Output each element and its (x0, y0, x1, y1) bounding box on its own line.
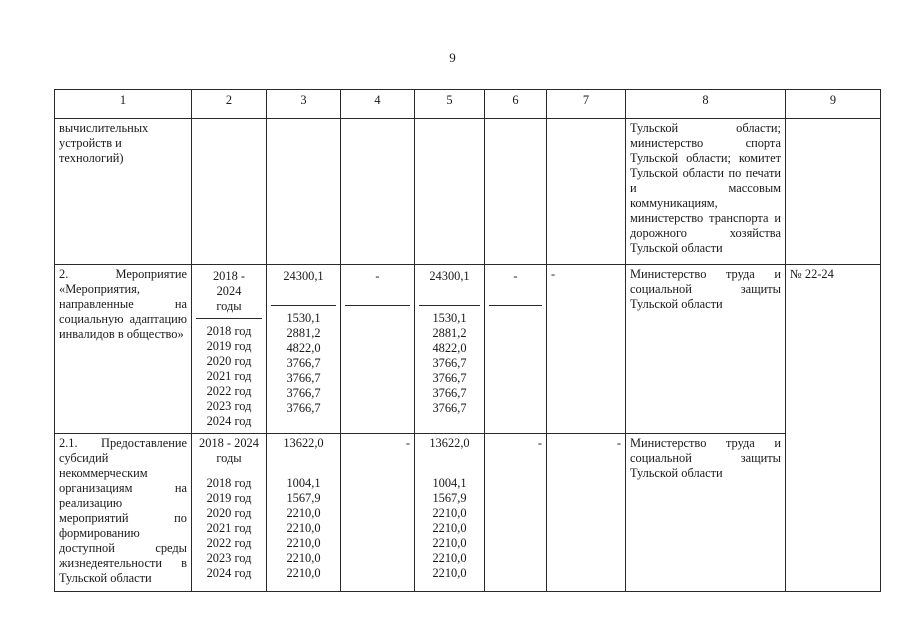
header-cell: 5 (415, 90, 485, 119)
measure-2-col4: - (375, 269, 380, 283)
header-cell: 8 (626, 90, 786, 119)
measure-2-total-cell (267, 265, 341, 434)
measure-2-1-col6: - (537, 436, 542, 450)
row-cont-executor: Тульской области; министерство спорта Тульской области; комитет Тульской области по печати и массовым коммуникациям, министерство транспорта и дорожного хозяйства Тульской области (626, 119, 786, 265)
measure-2-period: 2018 - 2024 годы (212, 269, 245, 313)
measure-2-col5: 24300,1 (429, 269, 470, 283)
measure-2-1-values-5: 1004,1 1567,9 2210,0 2210,0 2210,0 2210,0 2210,0 (432, 476, 467, 580)
header-cell: 7 (547, 90, 626, 119)
empty-cell (786, 119, 881, 265)
empty-cell (341, 119, 415, 265)
empty-cell (267, 119, 341, 265)
program-table (54, 89, 881, 592)
header-cell: 1 (55, 90, 192, 119)
measure-2-col6: - (513, 269, 518, 283)
empty-cell (415, 119, 485, 265)
measure-2-1-col6-cell (485, 434, 547, 592)
measure-2-values-3: 1530,1 2881,2 4822,0 3766,7 3766,7 3766,7 3766,7 (286, 311, 321, 415)
empty-cell (485, 119, 547, 265)
measure-2-col9: № 22-24 (786, 265, 881, 592)
measure-2-1-total: 13622,0 (283, 436, 324, 450)
measure-2-1-col4: - (405, 436, 410, 450)
measure-2-period-cell (192, 265, 267, 434)
measure-2-1-period-cell (192, 434, 267, 592)
header-cell: 4 (341, 90, 415, 119)
measure-2-1-values-3: 1004,1 1567,9 2210,0 2210,0 2210,0 2210,0 2210,0 (286, 476, 321, 580)
header-row (55, 90, 881, 119)
row-cont-name: вычислительных устройств и технологий) (55, 119, 192, 265)
measure-2-1-col5-cell (415, 434, 485, 592)
measure-2-total: 24300,1 (283, 269, 324, 283)
table-row-measure-2 (55, 265, 881, 434)
page-number: 9 (449, 50, 456, 65)
measure-2-executor: Министерство труда и социальной защиты Тульской области (626, 265, 786, 434)
header-cell: 6 (485, 90, 547, 119)
measure-2-values-5: 1530,1 2881,2 4822,0 3766,7 3766,7 3766,7 3766,7 (432, 311, 467, 415)
measure-2-1-col7-cell (547, 434, 626, 592)
measure-2-col4-cell (341, 265, 415, 434)
measure-2-1-col5: 13622,0 (429, 436, 470, 450)
measure-2-1-period: 2018 - 2024 годы (199, 436, 259, 465)
measure-2-col6-cell (485, 265, 547, 434)
empty-cell (547, 119, 626, 265)
empty-cell (192, 119, 267, 265)
measure-2-col7: - (551, 267, 556, 281)
measure-2-1-years: 2018 год 2019 год 2020 год 2021 год 2022 год 2023 год 2024 год (206, 476, 252, 580)
measure-2-1-col7: - (616, 436, 621, 450)
header-cell: 2 (192, 90, 267, 119)
measure-2-col5-cell (415, 265, 485, 434)
measure-2-1-col4-cell (341, 434, 415, 592)
table-row-continuation (55, 119, 881, 265)
measure-2-1-total-cell (267, 434, 341, 592)
measure-2-name: 2. Мероприятие «Мероприятия, направленные на социальную адаптацию инвалидов в общество» (55, 265, 192, 434)
measure-2-years: 2018 год 2019 год 2020 год 2021 год 2022 год 2023 год 2024 год (206, 324, 252, 428)
header-cell: 9 (786, 90, 881, 119)
measure-2-col7-cell (547, 265, 626, 434)
table-row-measure-2-1 (55, 434, 881, 592)
measure-2-1-name: 2.1. Предоставление субсидий некоммерческим организациям на реализацию мероприятий по формированию доступной среды жизнедеятельности в Тульской области (55, 434, 192, 592)
header-cell: 3 (267, 90, 341, 119)
measure-2-1-executor: Министерство труда и социальной защиты Тульской области (626, 434, 786, 592)
